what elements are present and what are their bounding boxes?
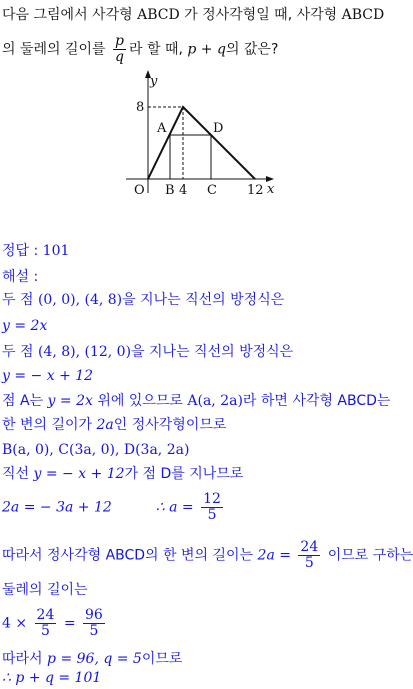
- triangle-lines: [148, 107, 255, 179]
- solution-line-2: y = 2x: [2, 318, 48, 334]
- solution-line-7: B(a, 0), C(3a, 0), D(3a, 2a): [2, 442, 190, 458]
- solution-line-11: 둘레의 길이는: [2, 582, 88, 598]
- x-axis-label: x: [267, 182, 275, 197]
- solution-line-3: 두 점 (4, 8), (12, 0)을 지나는 직선의 방정식은: [2, 344, 294, 360]
- solution-line-10: 따라서 정사각형 ABCD의 한 변의 길이는 2a = $\frac{24}{5}$ 이므로 구하는: [2, 539, 413, 571]
- solution-line-14: ∴ p + q = 101: [2, 670, 102, 686]
- fraction-p-over-q: $\frac{p}{q}$: [115, 33, 124, 65]
- question-line-1: 다음 그림에서 사각형 ABCD 가 정사각형일 때, 사각형 ABCD: [2, 7, 385, 23]
- solution-line-8: 직선 y = − x + 12가 점 D를 지나므로: [2, 466, 244, 482]
- fraction-12-5: $\frac{12}{5}$: [203, 491, 221, 523]
- fraction-24-5: $\frac{24}{5}$: [36, 607, 55, 639]
- answer-line: 정답 : 101: [2, 243, 70, 259]
- question-line-2: 의 둘레의 길이를 $\frac{p}{q}$ 라 할 때, p + q의 값은?: [2, 33, 279, 65]
- label-a: A: [157, 121, 167, 136]
- origin-label: O: [134, 183, 145, 198]
- tick-8: 8: [136, 100, 145, 115]
- tick-4: 4: [179, 183, 188, 198]
- label-c: C: [207, 183, 217, 198]
- coordinate-figure: [0, 0, 400, 210]
- y-axis-label: y: [150, 74, 158, 89]
- solution-line-13: 따라서 p = 96, q = 5이므로: [2, 651, 183, 667]
- fraction-24-5: $\frac{24}{5}$: [300, 539, 319, 571]
- solution-line-6: 한 변의 길이가 2a인 정사각형이므로: [2, 417, 227, 433]
- rect-name: ABCD: [137, 7, 180, 23]
- tick-12: 12: [247, 183, 264, 198]
- label-d: D: [213, 121, 224, 136]
- solution-line-5: 점 A는 y = 2x 위에 있으므로 A(a, 2a)라 하면 사각형 ABCD는: [2, 393, 391, 409]
- solution-line-12: 4 × $\frac{24}{5}$ = $\frac{96}{5}$: [2, 607, 103, 639]
- label-b: B: [165, 183, 175, 198]
- fraction-96-5: $\frac{96}{5}$: [85, 607, 103, 639]
- solution-heading: 해설 :: [2, 269, 39, 285]
- solution-line-1: 두 점 (0, 0), (4, 8)을 지나는 직선의 방정식은: [2, 292, 285, 308]
- rect-name: ABCD: [341, 7, 385, 23]
- solution-line-4: y = − x + 12: [2, 368, 94, 384]
- solution-line-9: 2a = − 3a + 12 ∴ a = $\frac{12}{5}$: [2, 491, 221, 523]
